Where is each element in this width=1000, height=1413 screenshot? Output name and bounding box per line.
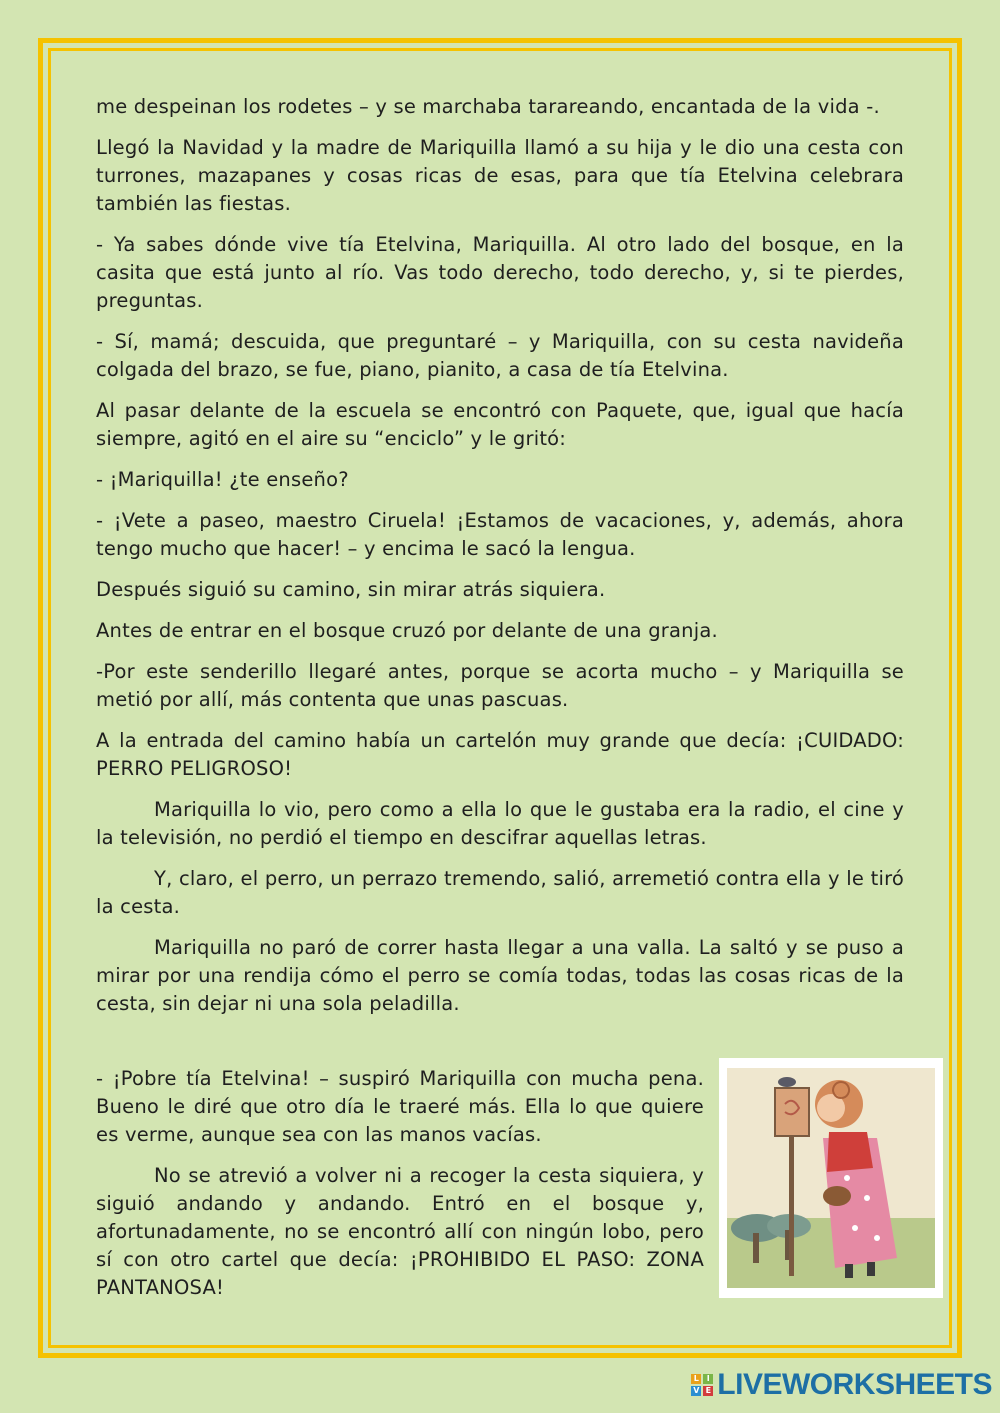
story-paragraph: A la entrada del camino había un cartelón muy grande que decía: ¡CUIDADO: PERRO PELIGROSO!: [96, 729, 904, 780]
story-paragraph: - ¡Pobre tía Etelvina! – suspiró Mariquilla con mucha pena. Bueno le diré que otro día le traeré más. Ella lo que quiere es verme, aunque sea con las manos vacías.: [96, 1067, 704, 1146]
story-text: [96, 93, 904, 1031]
story-paragraph: Antes de entrar en el bosque cruzó por delante de una granja.: [96, 619, 718, 642]
story-paragraph: Al pasar delante de la escuela se encontró con Paquete, que, igual que hacía siempre, agitó en el aire su “enciclo” y le gritó:: [96, 399, 904, 450]
story-text-beside-image: [96, 1065, 704, 1315]
story-paragraph: - Ya sabes dónde vive tía Etelvina, Mariquilla. Al otro lado del bosque, en la casita que está junto al río. Vas todo derecho, todo derecho, y, si te pierdes, preguntas.: [96, 233, 904, 312]
liveworksheets-logo-mark: L I V E: [691, 1374, 713, 1396]
story-paragraph: No se atrevió a volver ni a recoger la cesta siquiera, y siguió andando y andando. Entró en el bosque y, afortunadamente, no se encontró allí con ningún lobo, pero sí con otro cartel que decía: ¡PROHIBIDO EL PASO: ZONA PANTANOSA!: [96, 1164, 704, 1299]
story-paragraph: - Sí, mamá; descuida, que preguntaré – y Mariquilla, con su cesta navideña colgada del brazo, se fue, piano, pianito, a casa de tía Etelvina.: [96, 330, 904, 381]
story-paragraph: Mariquilla lo vio, pero como a ella lo que le gustaba era la radio, el cine y la televisión, no perdió el tiempo en descifrar aquellas letras.: [96, 798, 904, 849]
story-paragraph: Mariquilla no paró de correr hasta llegar a una valla. La saltó y se puso a mirar por una rendija cómo el perro se comía todas, todas las cosas ricas de la cesta, sin dejar ni una sola peladilla.: [96, 936, 904, 1015]
story-paragraph: -Por este senderillo llegaré antes, porque se acorta mucho – y Mariquilla se metió por allí, más contenta que unas pascuas.: [96, 660, 904, 711]
story-paragraph: Después siguió su camino, sin mirar atrás siquiera.: [96, 578, 606, 601]
girl-reading-sign-illustration: [727, 1068, 935, 1288]
liveworksheets-wordmark: LIVEWORKSHEETS: [717, 1368, 992, 1401]
liveworksheets-logo: [691, 1369, 992, 1401]
story-paragraph: me despeinan los rodetes – y se marchaba tarareando, encantada de la vida -.: [96, 95, 880, 118]
story-illustration: [719, 1058, 943, 1298]
story-paragraph: Llegó la Navidad y la madre de Mariquilla llamó a su hija y le dio una cesta con turrones, mazapanes y cosas ricas de esas, para que tía Etelvina celebrara también las fiestas.: [96, 136, 904, 215]
story-paragraph: - ¡Vete a paseo, maestro Ciruela! ¡Estamos de vacaciones, y, además, ahora tengo mucho que hacer! – y encima le sacó la lengua.: [96, 509, 904, 560]
story-paragraph: Y, claro, el perro, un perrazo tremendo, salió, arremetió contra ella y le tiró la cesta.: [96, 867, 904, 918]
story-paragraph: - ¡Mariquilla! ¿te enseño?: [96, 468, 349, 491]
